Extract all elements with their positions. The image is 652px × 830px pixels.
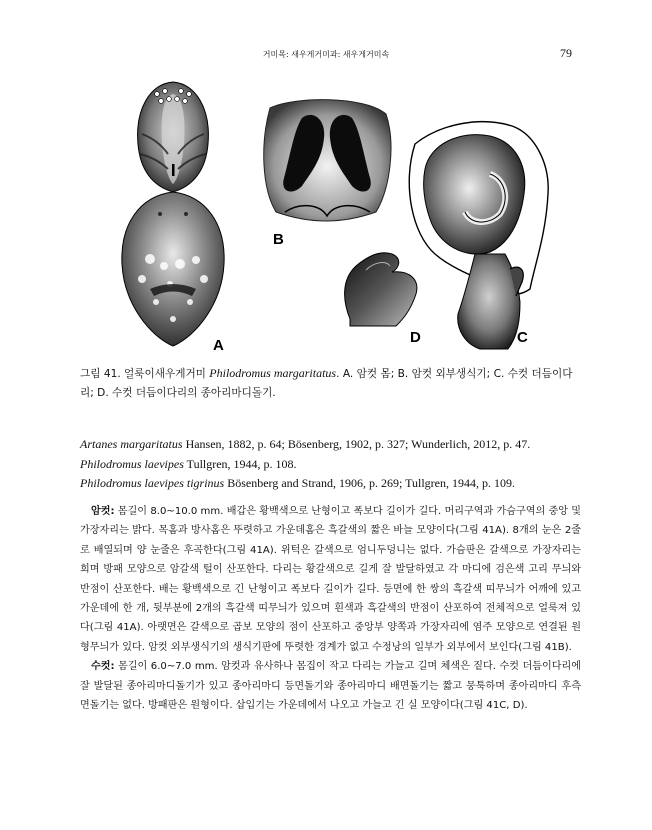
synonymy-entry [80, 476, 580, 490]
panel-label-b: B [273, 231, 284, 248]
running-header [0, 46, 652, 62]
panel-label-a: A [213, 337, 224, 354]
female-label: 암컷: [91, 506, 115, 517]
panel-a-female-body [122, 82, 224, 346]
panel-label-d: D [410, 329, 421, 346]
synonym-citation: Bösenberg and Strand, 1906, p. 269; Tullgren, 1944, p. 109. [224, 476, 515, 490]
synonym-name: Artanes margaritatus [80, 437, 183, 451]
caption-prefix: 그림 41. 얼룩이새우게거미 [80, 368, 210, 380]
panel-label-c: C [517, 329, 528, 346]
running-title: 거미목: 새우게거미과: 새우게거미속 [262, 50, 390, 59]
male-label: 수컷: [91, 661, 115, 673]
male-text: 몸길이 6.0~7.0 mm. 암컷과 유사하나 몸집이 작고 다리는 가늘고 길며 체색은 짙다. 수컷 더듬이다리에 잘 발달된 종아리마디돌기가 있고 종아리마디 등면돌기와 종아리마디 배면돌기는 짧고 뭉툭하며 종아리마디 후측면돌기는 없다. 방패판은 원형이다. 삽입기는 가운데에서 나오고 가늘고 긴 실 모양이다(그림 41C, D). [80, 661, 581, 712]
synonym-name: Philodromus laevipes [80, 457, 184, 471]
synonym-citation: Tullgren, 1944, p. 108. [183, 457, 297, 471]
figure-illustration [80, 74, 580, 356]
male-description [80, 657, 581, 715]
figure-caption [80, 364, 580, 403]
caption-suffix: . A. 암컷 몸; B. 암컷 외부생식기; C. 수컷 더듬이다리; D. 수컷 더듬이다리의 종아리마디돌기. [80, 368, 573, 399]
synonymy-entry [80, 437, 580, 451]
page-number: 79 [560, 46, 572, 60]
synonym-citation: Hansen, 1882, p. 64; Bösenberg, 1902, p. 327; Wunderlich, 2012, p. 47. [182, 437, 531, 451]
panel-b-female-epigyne [264, 100, 391, 221]
description-body [80, 502, 581, 715]
female-description [80, 502, 581, 657]
figure-plate [80, 74, 580, 356]
synonymy-entry [80, 457, 580, 471]
caption-species: Philodromus margaritatus [209, 366, 337, 380]
panel-c-male-palp [409, 122, 548, 349]
synonym-name: Philodromus laevipes tigrinus [80, 476, 225, 490]
female-text: 몸길이 8.0~10.0 mm. 배갑은 황백색으로 난형이고 폭보다 길이가 길다. 머리구역과 가슴구역의 중앙 및 가장자리는 밝다. 목홈과 방사홈은 뚜렷하고 가운데홈은 흑갈색의 짧은 바늘 모양이다(그림 41A). 8개의 눈은 2줄로 배열되며 양 눈줄은 후곡한다(그림 41A). 위턱은 갈색으로 엄니두덩니는 없다. 가슴판은 갈색으로 가장자리는 희며 방패 모양으로 암갈색 털이 산포한다. 다리는 황갈색으로 길게 잘 발달하였고 각 마디에 검은색 고리 무늬와 반점이 산포한다. 배는 황백색으로 긴 난형이고 폭보다 길이가 길다. 등면에 한 쌍의 흑갈색 띠무늬가 어깨에 있고 가운데에 한 개, 뒷부분에 2개의 흑갈색 띠무늬가 있으며 흰색과 흑갈색의 반점이 산포하여 전체적으로 얼룩져 있다(그림 41A). 아랫면은 갈색으로 곱보 모양의 점이 산포하고 중앙부 양쪽과 가장자리에 염주 모양으로 연결된 원형무늬가 있다. 암컷 외부생식기의 생식기판에 뚜렷한 경계가 없고 수정낭의 일부가 외부에서 보인다(그림 41B). [80, 506, 581, 653]
panel-d-tibial-apophysis [345, 253, 417, 326]
